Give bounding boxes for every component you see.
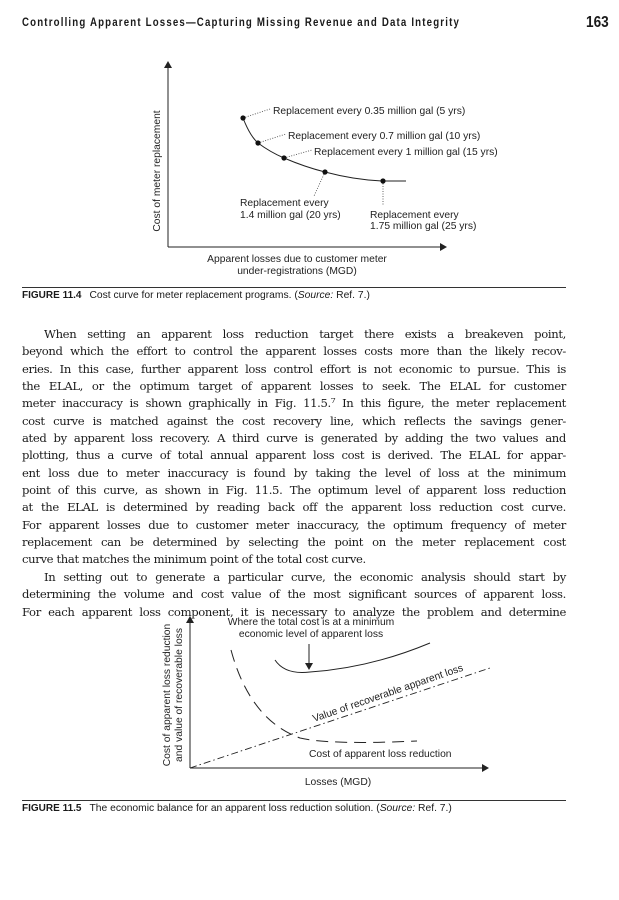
x-axis-label: Losses (MGD) [304,777,372,788]
data-point [380,178,385,183]
text-line: When setting an apparent loss reduction target there exists a breakeven point, [44,327,566,341]
total-cost-curve [275,643,430,673]
text-line: In setting out to generate a particular curve, the economic analysis should start by [44,569,566,584]
point-label: Replacement every 0.7 million gal (10 yrs) [288,131,481,142]
cost-curve-label: Cost of apparent loss reduction [309,749,452,760]
text-line: ated by apparent loss recovery. A third curve is generated by adding the two values and [22,431,566,446]
text-line: For apparent losses due to customer meter inaccuracy, the optimum frequency of meter [22,517,566,532]
text-line: replacement can be determined by selecting the point on the meter replacement cost [22,535,566,550]
data-point [322,169,327,174]
figure-caption: FIGURE 11.5 The economic balance for an apparent loss reduction solution. (Source: Ref. 7.) [22,803,452,814]
body-text [22,326,566,621]
x-axis-label: under-registrations (MGD) [237,266,357,277]
text-line: point of this curve, as shown in Fig. 11.5. The optimum level of apparent loss reduction [22,483,566,498]
annotation: economic level of apparent loss [238,629,384,640]
text-line: meter inaccuracy is shown graphically in Fig. 11.5.⁷ In this figure, the meter replacement [22,396,566,411]
text-line: ent loss due to meter inaccuracy is found by taking the level of loss at the minimum [22,465,566,480]
figure-number: FIGURE 11.4 [22,290,82,301]
y-axis-label: Cost of meter replacement [152,110,163,232]
y-axis-label: and value of recoverable loss [174,628,185,762]
caption-rule [22,287,566,288]
point-label: Replacement every [370,210,459,221]
value-line-label: Value of recoverable apparent loss [311,662,465,725]
text-line: at the ELAL is determined by reading back off the apparent loss reduction cost curve. [22,500,566,515]
data-point [240,115,245,120]
page-number: 163 [586,14,609,31]
text-line: cost curve is matched against the cost recovery line, which reflects the savings gener- [22,413,566,428]
figure-11-4 [152,62,498,277]
text-line: eries. In this case, further apparent loss control effort is not economic to pursue. This is [22,361,566,376]
text-line: plotting, thus a curve of total annual apparent loss cost is derived. The ELAL for appar- [22,448,566,463]
caption-rule [22,800,566,801]
point-label: Replacement every 1 million gal (15 yrs) [314,147,498,158]
figure-caption: FIGURE 11.4 Cost curve for meter replacement programs. (Source: Ref. 7.) [22,290,370,301]
point-label: 1.4 million gal (20 yrs) [240,210,341,221]
data-point [255,140,260,145]
text-line: For each apparent loss component, it is necessary to analyze the problem and determine [22,604,566,619]
text-line: determining the volume and cost value of the most significant sources of apparent loss. [22,587,566,602]
text-line: beyond which the effort to control the apparent losses costs more than the likely recov- [22,344,566,359]
y-axis-label: Cost of apparent loss reduction [162,623,173,767]
data-point [281,155,286,160]
point-label: Replacement every [240,198,329,209]
x-axis-label: Apparent losses due to customer meter [207,254,387,265]
annotation: Where the total cost is at a minimum [227,617,395,628]
text-line: curve that matches the minimum point of the total cost curve. [22,552,366,567]
point-label: Replacement every 0.35 million gal (5 yrs) [273,106,466,117]
figure-11-5 [162,617,490,788]
figure-number: FIGURE 11.5 [22,803,82,814]
point-label: 1.75 million gal (25 yrs) [370,221,477,232]
text-line: the ELAL, or the optimum target of apparent losses to seek. The ELAL for customer [22,379,566,394]
running-head-title: Controlling Apparent Losses—Capturing Missing Revenue and Data Integrity [22,17,461,29]
